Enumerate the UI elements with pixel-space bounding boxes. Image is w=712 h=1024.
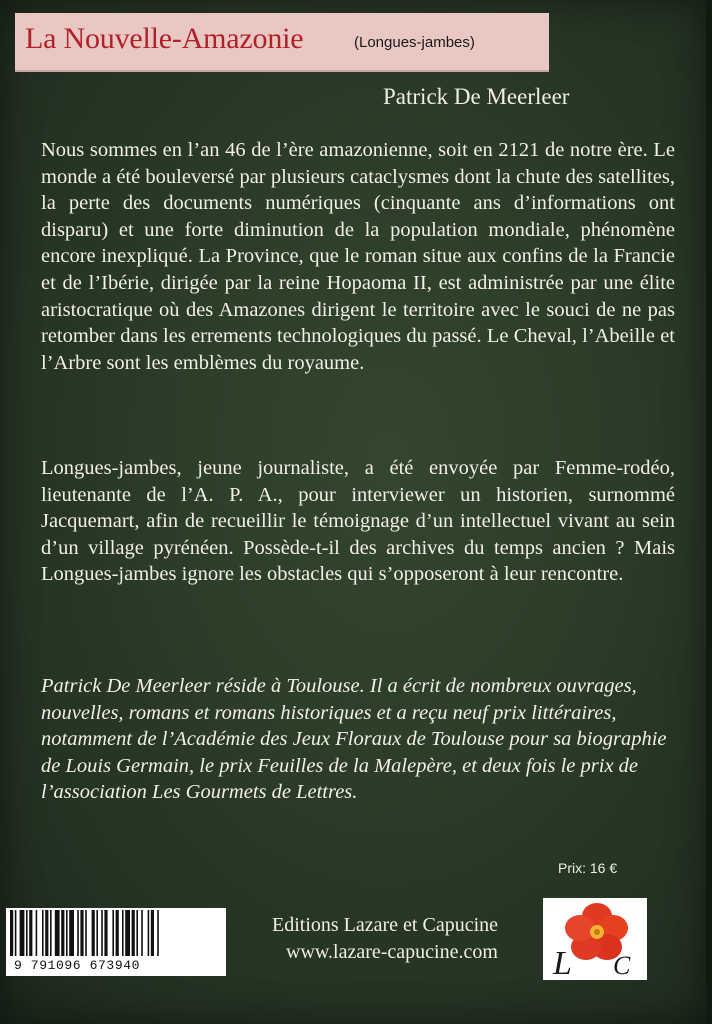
publisher-logo xyxy=(543,898,647,980)
barcode xyxy=(6,908,226,976)
title-banner xyxy=(15,13,549,72)
synopsis-paragraph-2: Longues-jambes, jeune journaliste, a été envoyée par Femme-rodéo, lieutenante de l’A. P. A., pour interviewer un historien, surnommé Jacquemart, afin de recueillir le témoignage d’un intellectuel vivant au sein d’un village pyrénéen. Possède-t-il des archives du temps ancien ? Mais Longues-jambes ignore les obstacles qui s’opposeront à leur rencontre. xyxy=(41,457,675,586)
publisher-website: www.lazare-capucine.com xyxy=(286,941,498,963)
book-edge xyxy=(706,0,712,1024)
publisher-name: Editions Lazare et Capucine xyxy=(272,914,499,936)
author-bio: Patrick De Meerleer réside à Toulouse. Il a écrit de nombreux ouvrages, nouvelles, romans et romans historiques et a reçu neuf prix littéraires, notamment de l’Académie des Jeux Floraux de Toulouse pour sa biographie de Louis Germain, le prix Feuilles de la Malepère, et deux fois le prix de l’association Les Gourmets de Lettres. xyxy=(41,675,667,804)
book-title: La Nouvelle-Amazonie xyxy=(25,22,304,55)
synopsis-paragraph-1: Nous sommes en l’an 46 de l’ère amazonienne, soit en 2121 de notre ère. Le monde a été bouleversé par plusieurs cataclysmes dont la chute des satellites, la perte des documents numériques (cinquante ans d’informations ont disparu) et une forte diminution de la population mondiale, phénomène encore inexpliqué. La Province, que le roman situe aux confins de la Francie et de l’Ibérie, dirigée par la reine Hopaoma II, est administrée par une élite aristocratique où des Amazones dirigent le territoire avec le souci de ne pas retomber dans les errements technologiques du passé. Le Cheval, l’Abeille et l’Arbre sont les emblèmes du royaume. xyxy=(41,139,675,374)
book-subtitle: (Longues-jambes) xyxy=(354,34,475,51)
svg-text:L: L xyxy=(553,945,572,980)
isbn-number: 9 791096 673940 xyxy=(14,958,141,973)
author-name: Patrick De Meerleer xyxy=(383,84,570,109)
barcode-bars-icon xyxy=(6,910,226,958)
price-label: Prix: 16 € xyxy=(558,860,618,876)
flower-logo-icon xyxy=(543,898,647,980)
svg-text:C: C xyxy=(613,951,631,980)
